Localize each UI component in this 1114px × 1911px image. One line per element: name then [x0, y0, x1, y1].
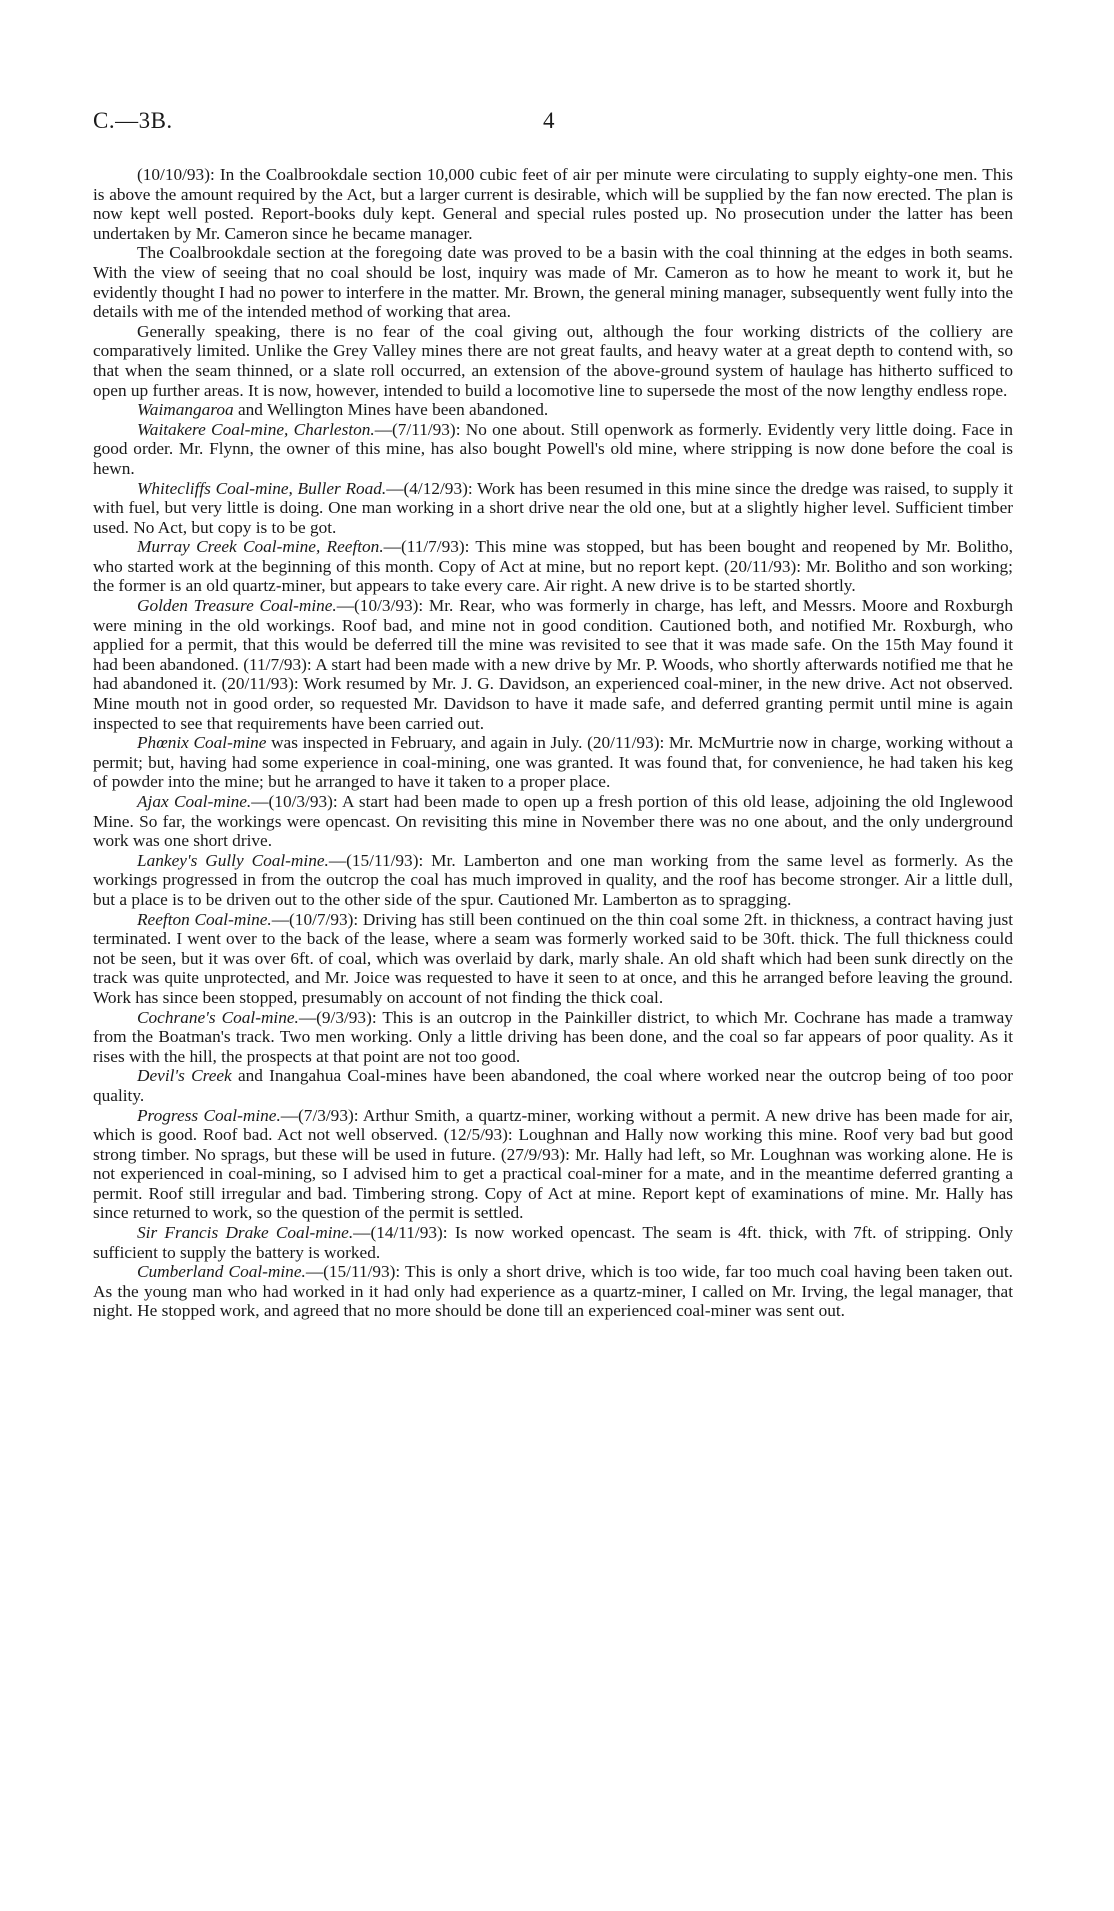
paragraph	[93, 792, 1013, 851]
paragraph	[93, 1223, 1013, 1262]
paragraph	[93, 1262, 1013, 1321]
mine-title: Murray Creek Coal-mine, Reefton.	[137, 537, 384, 557]
paragraph-text: Generally speaking, there is no fear of the coal giving out, although the four working districts of the colliery are comparatively limited. Unlike the Grey Valley mines there are not great faults, and heavy water at a great depth to contend with, so that when the seam thinned, or a slate roll occurred, an extension of the above-ground system of haulage has hitherto sufficed to open up further areas. It is now, however, intended to build a locomotive line to supersede the most of the now lengthy endless rope.	[93, 321, 1013, 400]
paragraph	[93, 243, 1013, 321]
paragraph	[93, 910, 1013, 1008]
paragraph	[93, 1008, 1013, 1067]
paragraph-text: —(11/7/93): This mine was stopped, but has been bought and reopened by Mr. Bolitho, who started work at the beginning of this month. Copy of Act at mine, but no report kept. (20/11/93): Mr. Bolitho and son working; the former is an old quartz-miner, but appears to take every care. Air right. A new drive is to be started shortly.	[93, 537, 1013, 596]
paragraph	[93, 479, 1013, 538]
mine-title: Waitakere Coal-mine, Charleston.	[137, 419, 375, 439]
paragraph	[93, 1066, 1013, 1105]
mine-title: Cumberland Coal-mine.	[137, 1262, 306, 1282]
page-number: 4	[543, 108, 555, 133]
report-body	[93, 165, 1013, 1321]
mine-title: Phœnix Coal-mine	[137, 733, 267, 753]
paragraph	[93, 420, 1013, 479]
paragraph	[93, 322, 1013, 400]
paragraph-text: —(14/11/93): Is now worked opencast. The seam is 4ft. thick, with 7ft. of stripping. Only sufficient to supply the battery is worked.	[93, 1223, 1013, 1262]
paragraph	[93, 400, 1013, 420]
paragraph	[93, 1106, 1013, 1224]
paragraph-text: —(9/3/93): This is an outcrop in the Painkiller district, to which Mr. Cochrane has made a tramway from the Boatman's track. Two men working. Only a little driving has been done, and the coal so far appears of poor quality. As it rises with the hill, the prospects at that point are not too good.	[93, 1007, 1013, 1066]
paragraph-text: —(10/3/93): A start had been made to open up a fresh portion of this old lease, adjoining the old Inglewood Mine. So far, the workings were opencast. On revisiting this mine in November there was no one about, and the only underground work was one short drive.	[93, 792, 1013, 851]
paragraph	[93, 165, 1013, 243]
mine-title: Lankey's Gully Coal-mine.	[137, 850, 329, 870]
paragraph-text: The Coalbrookdale section at the foregoing date was proved to be a basin with the coal thinning at the edges in both seams. With the view of seeing that no coal should be lost, inquiry was made of Mr. Cameron as to how he meant to work it, but he evidently thought I had no power to interfere in the matter. Mr. Brown, the general mining manager, subsequently went fully into the details with me of the intended method of working that area.	[93, 243, 1013, 322]
mine-title: Ajax Coal-mine.	[137, 792, 252, 811]
paragraph	[93, 537, 1013, 596]
paragraph-text: —(7/11/93): No one about. Still openwork as formerly. Evidently very little doing. Face in good order. Mr. Flynn, the owner of this mine, has also bought Powell's old mine, where stripping is now done before the coal is hewn.	[93, 419, 1013, 478]
mine-title: Waimangaroa	[137, 400, 234, 420]
document-reference: C.—3B.	[93, 108, 173, 133]
paragraph	[93, 596, 1013, 733]
paragraph-text: —(15/11/93): Mr. Lamberton and one man working from the same level as formerly. As the workings progressed in from the outcrop the coal has much improved in quality, and the roof has become stronger. Air a little dull, but a place is to be driven out to the other side of the spur. Cautioned Mr. Lamberton as to spragging.	[93, 850, 1013, 909]
paragraph-text: (10/10/93): In the Coalbrookdale section 10,000 cubic feet of air per minute were circulating to supply eighty-one men. This is above the amount required by the Act, but a larger current is desirable, which will be supplied by the fan now erected. The plan is now kept well posted. Report-books duly kept. General and special rules posted up. No prosecution under the latter has been undertaken by Mr. Cameron since he became manager.	[93, 165, 1013, 243]
mine-title: Devil's Creek	[137, 1066, 232, 1086]
paragraph-text: —(7/3/93): Arthur Smith, a quartz-miner, working without a permit. A new drive has been made for air, which is good. Roof bad. Act not well observed. (12/5/93): Loughnan and Hally now working this mine. Roof very bad but good strong timber. No sprags, but these will be used in future. (27/9/93): Mr. Hally had left, so Mr. Loughnan was working alone. He is not experienced in coal-mining, so I advised him to get a practical coal-miner for a mate, and in the meantime deferred granting a permit. Roof still irregular and bad. Timbering strong. Copy of Act at mine. Report kept of examinations of mine. Mr. Hally has since returned to work, so the question of the permit is settled.	[93, 1105, 1013, 1223]
paragraph-text: and Inangahua Coal-mines have been abandoned, the coal where worked near the outcrop being of too poor quality.	[93, 1066, 1013, 1105]
paragraph	[93, 851, 1013, 910]
paragraph-text: and Wellington Mines have been abandoned.	[233, 400, 549, 420]
mine-title: Golden Treasure Coal-mine.	[137, 596, 337, 616]
mine-title: Whitecliffs Coal-mine, Buller Road.	[137, 478, 387, 498]
paragraph-text: was inspected in February, and again in July. (20/11/93): Mr. McMurtrie now in charge, working without a permit; but, having had some experience in coal-mining, one was granted. It was found that, for convenience, he had taken his keg of powder into the mine; but he arranged to have it taken to a proper place.	[93, 733, 1013, 792]
mine-title: Progress Coal-mine.	[137, 1105, 281, 1125]
paragraph	[93, 733, 1013, 792]
mine-title: Sir Francis Drake Coal-mine.	[137, 1223, 354, 1243]
paragraph-text: —(15/11/93): This is only a short drive, which is too wide, far too much coal having been taken out. As the young man who had worked in it had only had experience as a quartz-miner, I called on Mr. Irving, the legal manager, that night. He stopped work, and agreed that no more should be done till an experienced coal-miner was sent out.	[93, 1262, 1013, 1321]
page-header	[93, 108, 1023, 138]
paragraph-text: —(10/7/93): Driving has still been continued on the thin coal some 2ft. in thickness, a contract having just terminated. I went over to the back of the lease, where a seam was formerly worked said to be 30ft. thick. The full thickness could not be seen, but it was over 6ft. of coal, which was overlaid by dark, marly shale. An old shaft which had been sunk directly on the track was quite unprotected, and Mr. Joice was requested to have it seen to at once, and this he arranged before leaving the ground. Work has since been stopped, presumably on account of not finding the thick coal.	[93, 909, 1013, 1007]
paragraph-text: —(10/3/93): Mr. Rear, who was formerly in charge, has left, and Messrs. Moore and Roxburgh were mining in the old workings. Roof bad, and mine not in good condition. Cautioned both, and notified Mr. Roxburgh, who applied for a permit, that this would be deferred till the mine was revisited to see that it was made safe. On the 15th May found it had been abandoned. (11/7/93): A start had been made with a new drive by Mr. P. Woods, who shortly afterwards notified me that he had abandoned it. (20/11/93): Work resumed by Mr. J. G. Davidson, an experienced coal-miner, in the new drive. Act not observed. Mine mouth not in good order, so requested Mr. Davidson to have it made safe, and deferred granting permit until mine is again inspected to see that requirements have been carried out.	[93, 596, 1013, 733]
mine-title: Reefton Coal-mine.	[137, 909, 272, 929]
mine-title: Cochrane's Coal-mine.	[137, 1007, 299, 1027]
paragraph-text: —(4/12/93): Work has been resumed in this mine since the dredge was raised, to supply it with fuel, but very little is doing. One man working in a short drive near the old one, but at a slightly higher level. Sufficient timber used. No Act, but copy is to be got.	[93, 478, 1014, 537]
